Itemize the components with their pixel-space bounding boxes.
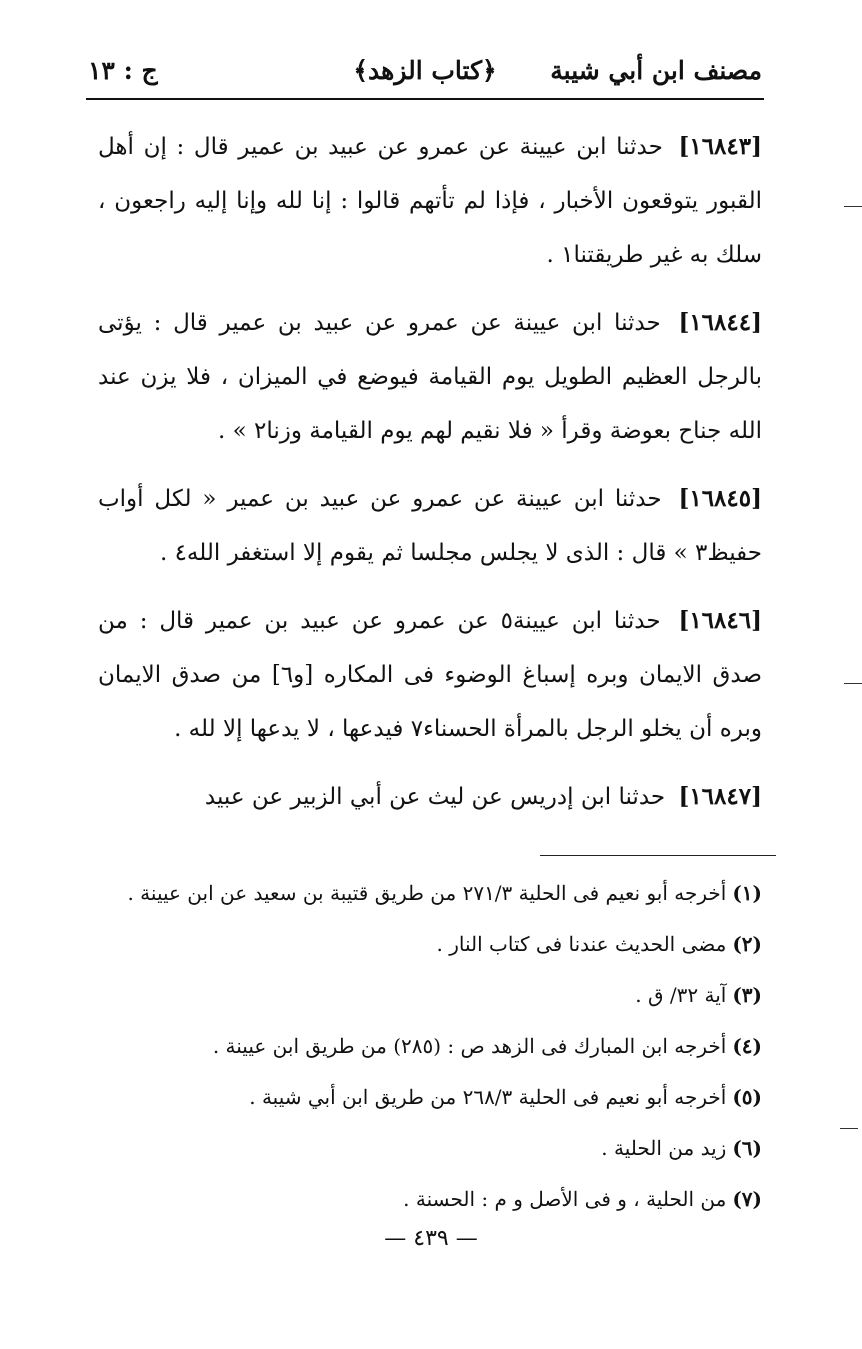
footnote-number: (٣) bbox=[732, 983, 762, 1007]
header-divider bbox=[86, 98, 764, 100]
footnote-text: أخرجه أبو نعيم فى الحلية ٢٦٨/٣ من طريق ابن أبي شيبة . bbox=[249, 1085, 727, 1109]
hadith-number: [١٦٨٤٥] bbox=[678, 485, 763, 512]
hadith-number: [١٦٨٤٣] bbox=[678, 133, 763, 160]
hadith-entry bbox=[98, 594, 762, 756]
footnote bbox=[98, 1072, 762, 1123]
page-header bbox=[88, 52, 762, 96]
hadith-entry bbox=[98, 296, 762, 458]
hadith-text: حدثنا ابن عيينة عن عمرو عن عبيد بن عمير « لكل أواب حفيظ٣ » قال : الذى لا يجلس مجلسا ثم يقوم إلا استغفر الله٤ . bbox=[98, 486, 762, 566]
footnote bbox=[98, 1174, 762, 1225]
footnote bbox=[98, 868, 762, 919]
scan-edge-mark bbox=[844, 683, 862, 684]
footnote-text: أخرجه ابن المبارك فى الزهد ص : (٢٨٥) من طريق ابن عيينة . bbox=[212, 1034, 727, 1058]
hadith-text: حدثنا ابن عيينة عن عمرو عن عبيد بن عمير قال : يؤتى بالرجل العظيم الطويل يوم القيامة فيوضع في الميزان ، فلا يزن عند الله جناح بعوضة وقرأ « فلا نقيم لهم يوم القيامة وزنا٢ » . bbox=[98, 310, 762, 444]
hadith-number: [١٦٨٤٦] bbox=[678, 607, 762, 634]
scan-edge-mark bbox=[840, 1128, 858, 1129]
footnote-text: آية ٣٢/ ق . bbox=[635, 983, 727, 1007]
hadith-entry bbox=[98, 472, 762, 580]
footnote-divider bbox=[540, 855, 776, 856]
footnote bbox=[98, 1123, 762, 1174]
footnote-number: (٦) bbox=[732, 1136, 762, 1160]
footnote bbox=[98, 1021, 762, 1072]
footnote bbox=[98, 919, 762, 970]
hadith-number: [١٦٨٤٤] bbox=[678, 309, 762, 336]
hadith-text: حدثنا ابن عيينة٥ عن عمرو عن عبيد بن عمير قال : من صدق الايمان وبره إسباغ الوضوء فى المكاره [و٦] من صدق الايمان وبره أن يخلو الرجل بالمرأة الحسناء٧ فيدعها ، لا يدعها إلا لله . bbox=[98, 608, 762, 742]
hadith-entry bbox=[98, 120, 762, 282]
footnote-number: (٥) bbox=[732, 1085, 762, 1109]
scan-edge-mark bbox=[844, 206, 862, 207]
chapter-title-text: ﴿كتاب الزهد﴾ bbox=[353, 56, 497, 85]
footnote-number: (٧) bbox=[732, 1187, 762, 1211]
hadith-text: حدثنا ابن عيينة عن عمرو عن عبيد بن عمير قال : إن أهل القبور يتوقعون الأخبار ، فإذا لم تأتهم قالوا : إنا لله وإنا إليه راجعون ، سلك به غير طريقتنا١ . bbox=[98, 134, 762, 268]
page-number: — ٤٣٩ — bbox=[384, 1226, 478, 1251]
hadith-text: حدثنا ابن إدريس عن ليث عن أبي الزبير عن عبيد bbox=[204, 784, 666, 810]
book-title: مصنف ابن أبي شيبة bbox=[550, 56, 762, 85]
volume-number: ج : ١٣ bbox=[88, 56, 158, 85]
footnote-text: أخرجه أبو نعيم فى الحلية ٢٧١/٣ من طريق قتيبة بن سعيد عن ابن عيينة . bbox=[127, 881, 727, 905]
footnote-number: (١) bbox=[732, 881, 762, 905]
footnote-text: من الحلية ، و فى الأصل و م : الحسنة . bbox=[403, 1187, 727, 1211]
hadith-entry bbox=[98, 770, 762, 824]
footnote-number: (٢) bbox=[732, 932, 762, 956]
footnotes bbox=[98, 868, 762, 1225]
footnote-number: (٤) bbox=[732, 1034, 762, 1058]
footnote bbox=[98, 970, 762, 1021]
chapter-title bbox=[88, 56, 762, 85]
footnote-text: مضى الحديث عندنا فى كتاب النار . bbox=[436, 932, 727, 956]
hadith-number: [١٦٨٤٧] bbox=[678, 783, 762, 810]
footnote-text: زيد من الحلية . bbox=[601, 1136, 727, 1160]
main-text bbox=[98, 120, 762, 838]
